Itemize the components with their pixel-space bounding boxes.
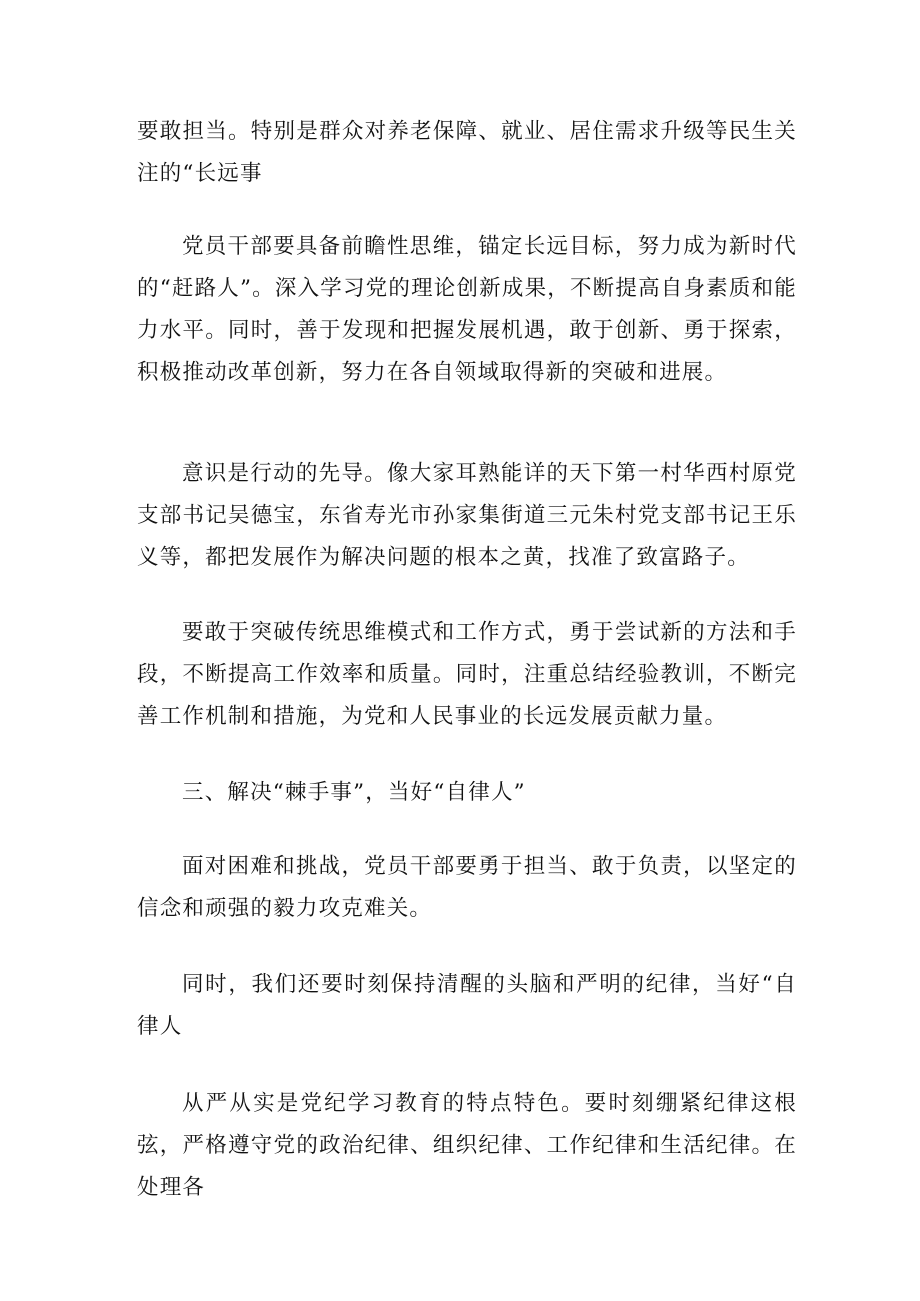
paragraph-2: 党员干部要具备前瞻性思维，锚定长远目标，努力成为新时代的“赶路人”。深入学习党的理论创新成果，不断提高自身素质和能力水平。同时，善于发现和把握发展机遇，敢于创新、勇于探索，积极推动改革创新，努力在各自领域取得新的突破和进展。 <box>137 234 797 385</box>
paragraph-1: 要敢担当。特别是群众对养老保障、就业、居住需求升级等民生关注的“长远事 <box>137 119 797 186</box>
paragraph-6: 同时，我们还要时刻保持清醒的头脑和严明的纪律，当好“自律人 <box>137 972 797 1039</box>
paragraph-3: 意识是行动的先导。像大家耳熟能详的天下第一村华西村原党支部书记吴德宝，东省寿光市孙家集街道三元朱村党支部书记王乐义等，都把发展作为解决问题的根本之黄，找准了致富路子。 <box>137 461 797 570</box>
paragraph-5: 面对困难和挑战，党员干部要勇于担当、敢于负责，以坚定的信念和顽强的毅力攻克难关。 <box>137 854 797 921</box>
paragraph-7: 从严从实是党纪学习教育的特点特色。要时刻绷紧纪律这根弦，严格遵守党的政治纪律、组织纪律、工作纪律和生活纪律。在处理各 <box>137 1091 797 1200</box>
paragraph-4: 要敢于突破传统思维模式和工作方式，勇于尝试新的方法和手段，不断提高工作效率和质量。同时，注重总结经验教训，不断完善工作机制和措施，为党和人民事业的长远发展贡献力量。 <box>137 620 797 729</box>
section-heading: 三、解决“棘手事”，当好“自律人” <box>182 780 526 805</box>
